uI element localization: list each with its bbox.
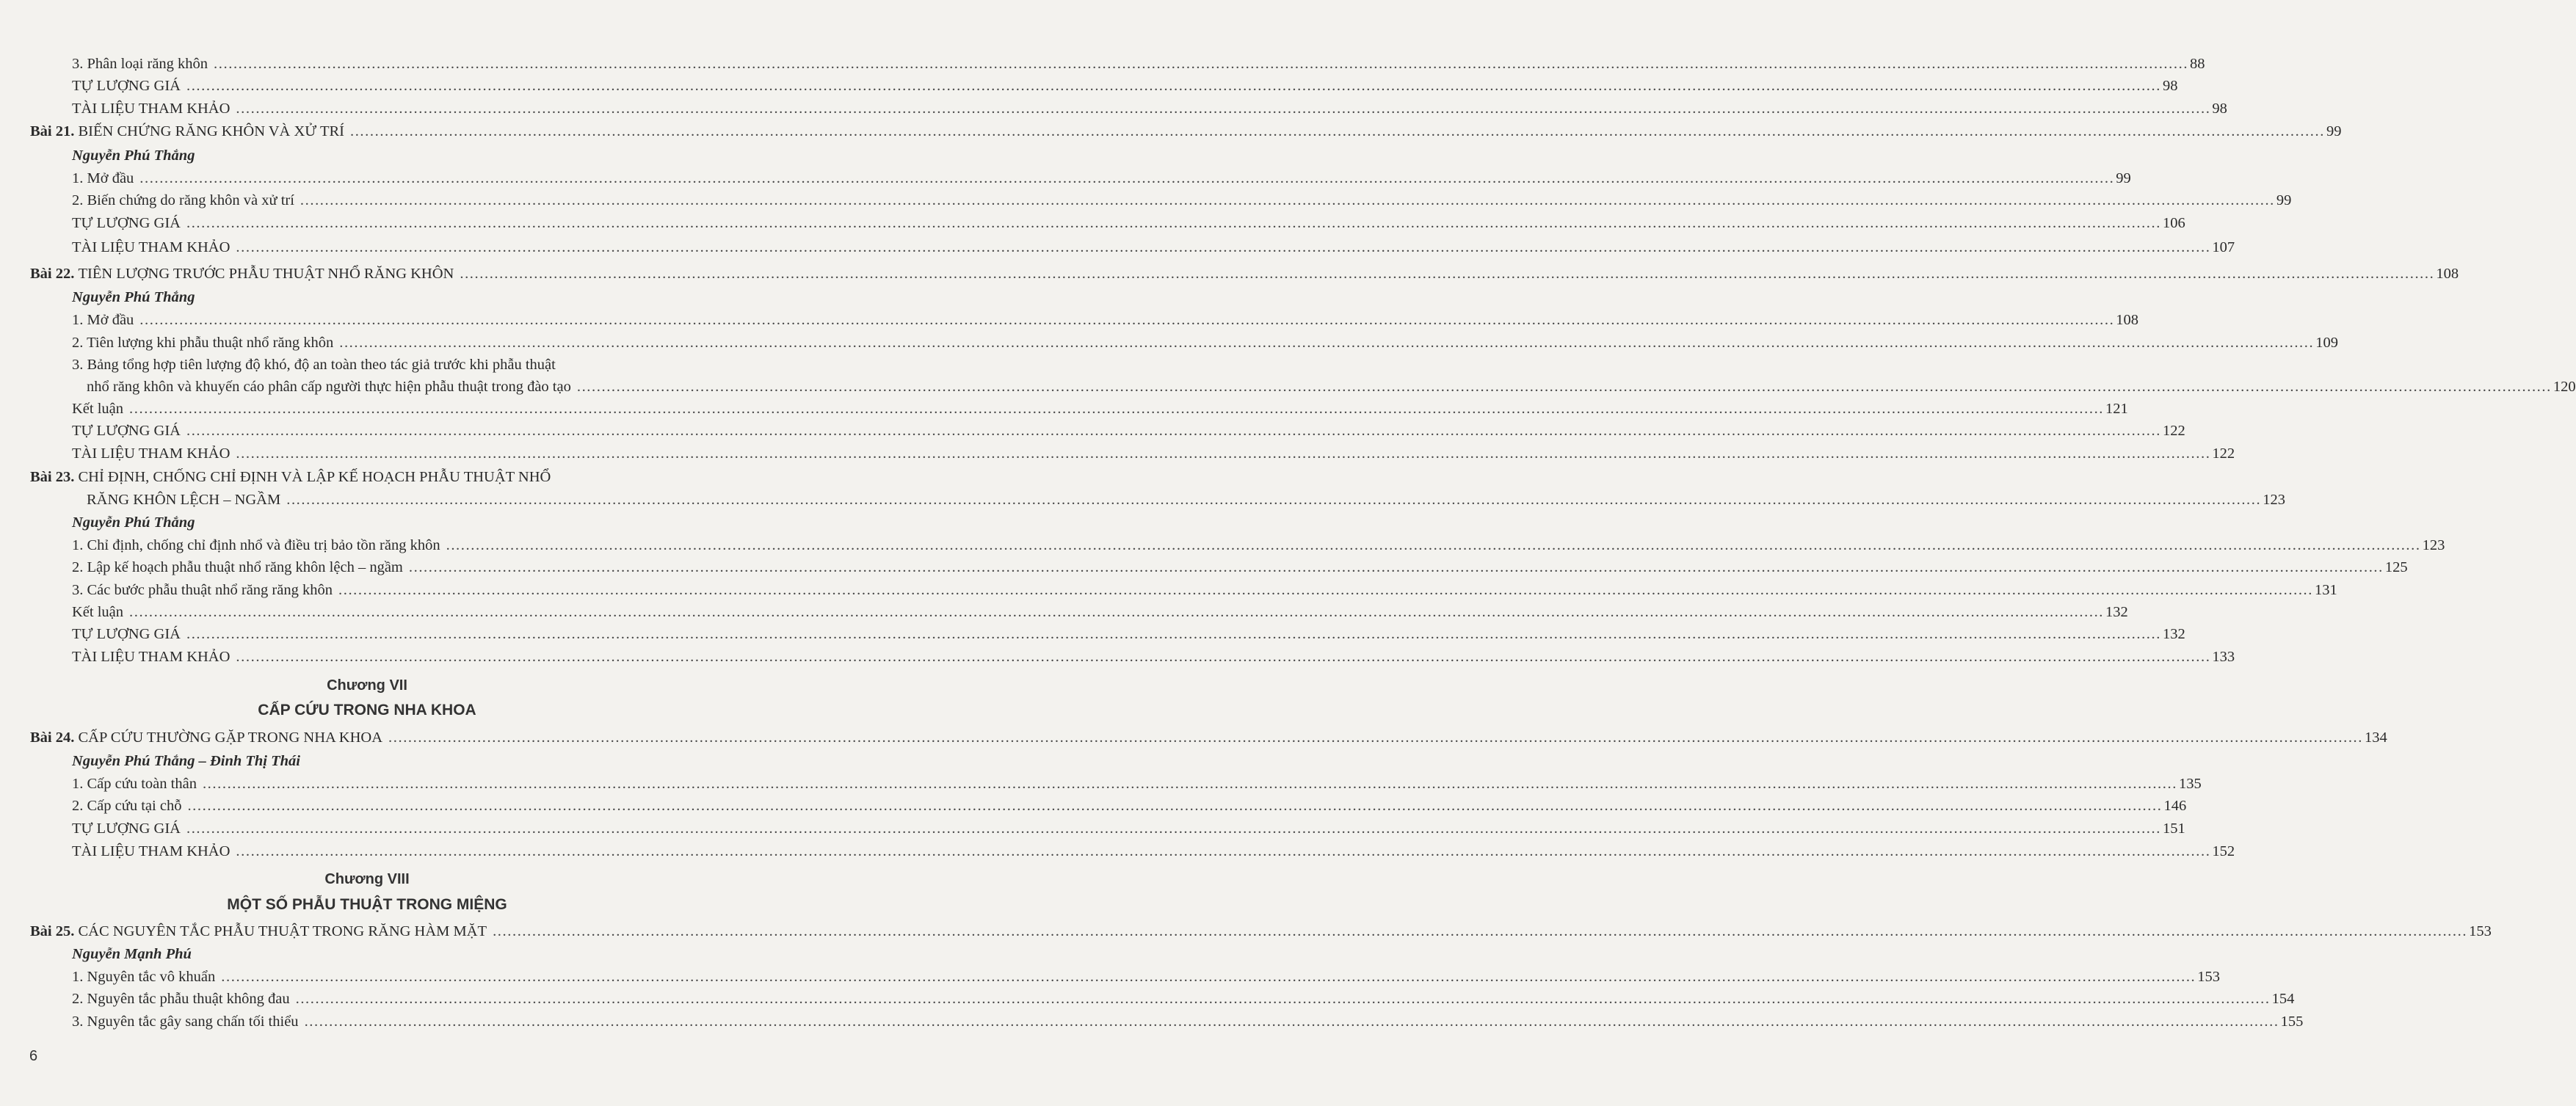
dot-leader: ................................................................................................................................................................................................................................................................................................................................................................................................................ (338, 582, 2313, 598)
entry-title: TỰ LƯỢNG GIÁ (72, 626, 181, 642)
entry-page-number: 121 (2105, 401, 2128, 417)
entry-page-number: 132 (2162, 626, 2185, 642)
dot-leader: ................................................................................................................................................................................................................................................................................................................................................................................................................ (388, 730, 2364, 746)
entry-title: 2. Cấp cứu tại chỗ (72, 798, 182, 814)
entry-page-number: 107 (2212, 239, 2235, 255)
entry-title: 1. Cấp cứu toàn thân (72, 776, 197, 792)
dot-leader: ................................................................................................................................................................................................................................................................................................................................................................................................................ (221, 969, 2196, 985)
entry-title: TIÊN LƯỢNG TRƯỚC PHẪU THUẬT NHỔ RĂNG KHÔN (78, 266, 454, 282)
lesson-entry (30, 727, 2387, 749)
toc-entry (72, 795, 2187, 817)
author-name: Nguyễn Phú Thắng (72, 148, 195, 164)
entry-title: nhổ răng khôn và khuyến cáo phân cấp người thực hiện phẫu thuật trong đào tạo (87, 379, 571, 395)
entry-page-number: 108 (2436, 266, 2459, 282)
entry-page-number: 98 (2212, 101, 2227, 117)
lesson-author (72, 943, 693, 965)
entry-page-number: 108 (2116, 312, 2139, 328)
toc-entry (72, 189, 2292, 211)
dot-leader: ................................................................................................................................................................................................................................................................................................................................................................................................................ (186, 423, 2161, 439)
entry-page-number: 133 (2212, 649, 2235, 665)
dot-leader: ................................................................................................................................................................................................................................................................................................................................................................................................................ (304, 1014, 2279, 1030)
entry-title: 2. Biến chứng do răng khôn và xử trí (72, 192, 294, 208)
dot-leader: ................................................................................................................................................................................................................................................................................................................................................................................................................ (186, 626, 2161, 642)
entry-title: RĂNG KHÔN LỆCH – NGẦM (87, 492, 281, 508)
toc-entry (72, 98, 2227, 120)
toc-entry (72, 818, 2185, 840)
chapter-heading: Chương VII (327, 677, 407, 694)
toc-entry (72, 601, 2128, 623)
dot-leader: ................................................................................................................................................................................................................................................................................................................................................................................................................ (286, 492, 2262, 508)
dot-leader: ................................................................................................................................................................................................................................................................................................................................................................................................................ (187, 798, 2163, 814)
entry-title: 3. Nguyên tắc gây sang chấn tối thiểu (72, 1014, 299, 1030)
toc-entry (72, 579, 2337, 601)
entry-title: BIẾN CHỨNG RĂNG KHÔN VÀ XỬ TRÍ (78, 123, 344, 139)
toc-entry (72, 534, 2445, 556)
entry-title: 1. Nguyên tắc vô khuẩn (72, 969, 216, 985)
toc-entry (72, 773, 2202, 795)
toc-entry-continued (87, 376, 2576, 398)
toc-entry (72, 623, 2185, 645)
entry-page-number: 120 (2553, 379, 2576, 395)
dot-leader: ................................................................................................................................................................................................................................................................................................................................................................................................................ (202, 776, 2177, 792)
entry-page-number: 99 (2276, 192, 2292, 208)
entry-title: 3. Phân loại răng khôn (72, 56, 208, 72)
entry-title: Kết luận (72, 401, 124, 417)
dot-leader: ................................................................................................................................................................................................................................................................................................................................................................................................................ (139, 312, 2115, 328)
entry-page-number: 132 (2105, 604, 2128, 620)
toc-entry (72, 556, 2408, 578)
dot-leader: ................................................................................................................................................................................................................................................................................................................................................................................................................ (460, 266, 2435, 282)
dot-leader: ................................................................................................................................................................................................................................................................................................................................................................................................................ (349, 123, 2325, 139)
entry-title: 2. Nguyên tắc phẫu thuật không đau (72, 991, 290, 1007)
author-name: Nguyễn Mạnh Phú (72, 946, 192, 962)
entry-title: 2. Lập kế hoạch phẫu thuật nhổ răng khôn lệch – ngầm (72, 559, 403, 575)
entry-page-number: 99 (2326, 123, 2342, 139)
entry-title: Kết luận (72, 604, 124, 620)
entry-page-number: 153 (2469, 923, 2492, 939)
entry-page-number: 151 (2162, 821, 2185, 837)
page-number: 6 (29, 1048, 38, 1064)
entry-title: TÀI LIỆU THAM KHẢO (72, 101, 231, 117)
entry-page-number: 155 (2280, 1014, 2304, 1030)
dot-leader: ................................................................................................................................................................................................................................................................................................................................................................................................................ (236, 239, 2211, 255)
toc-entry (72, 212, 2185, 234)
dot-leader: ................................................................................................................................................................................................................................................................................................................................................................................................................ (300, 192, 2275, 208)
entry-title: CÁC NGUYÊN TẮC PHẪU THUẬT TRONG RĂNG HÀM MẶT (78, 923, 487, 939)
lesson-author (72, 286, 693, 308)
lesson-number: Bài 22. (30, 266, 75, 282)
lesson-author (72, 750, 693, 772)
chapter-title: MỘT SỐ PHẪU THUẬT TRONG MIỆNG (227, 896, 507, 913)
entry-title: TÀI LIỆU THAM KHẢO (72, 239, 231, 255)
dot-leader: ................................................................................................................................................................................................................................................................................................................................................................................................................ (186, 821, 2161, 837)
lesson-author (72, 512, 693, 534)
toc-entry (72, 332, 2338, 354)
entry-title: TÀI LIỆU THAM KHẢO (72, 843, 231, 859)
toc-entry (72, 398, 2128, 420)
entry-title: TỰ LƯỢNG GIÁ (72, 423, 181, 439)
chapter-heading: Chương VIII (324, 871, 410, 887)
toc-entry (72, 443, 2235, 465)
lesson-entry (30, 263, 2459, 285)
lesson-number: Bài 24. (30, 730, 75, 746)
dot-leader: ................................................................................................................................................................................................................................................................................................................................................................................................................ (129, 401, 2105, 417)
chapter-title: CẤP CỨU TRONG NHA KHOA (258, 702, 476, 718)
entry-title: TÀI LIỆU THAM KHẢO (72, 445, 231, 462)
lesson-number: Bài 21. (30, 123, 75, 139)
dot-leader: ................................................................................................................................................................................................................................................................................................................................................................................................................ (236, 445, 2211, 462)
dot-leader: ................................................................................................................................................................................................................................................................................................................................................................................................................ (576, 379, 2552, 395)
entry-title: TỰ LƯỢNG GIÁ (72, 78, 181, 94)
toc-entry (72, 236, 2235, 258)
lesson-entry (30, 466, 693, 488)
author-name: Nguyễn Phú Thắng (72, 514, 195, 531)
entry-title: 1. Chỉ định, chống chỉ định nhổ và điều trị bảo tồn răng khôn (72, 537, 440, 553)
toc-entry (72, 354, 693, 376)
toc-entry (72, 309, 2139, 331)
author-name: Nguyễn Phú Thắng (72, 289, 195, 305)
entry-title: CHỈ ĐỊNH, CHỐNG CHỈ ĐỊNH VÀ LẬP KẾ HOẠCH PHẪU THUẬT NHỔ (78, 469, 551, 485)
toc-entry (72, 420, 2185, 442)
entry-page-number: 122 (2212, 445, 2235, 462)
entry-title: 1. Mở đầu (72, 170, 134, 186)
entry-title: 3. Các bước phẫu thuật nhổ răng răng khôn (72, 582, 333, 598)
entry-page-number: 122 (2162, 423, 2185, 439)
toc-entry (72, 966, 2221, 988)
dot-leader: ................................................................................................................................................................................................................................................................................................................................................................................................................ (493, 923, 2468, 939)
entry-title: 2. Tiên lượng khi phẫu thuật nhổ răng khôn (72, 335, 334, 351)
lesson-number: Bài 23. (30, 469, 75, 485)
entry-page-number: 106 (2162, 215, 2185, 231)
entry-title: TỰ LƯỢNG GIÁ (72, 821, 181, 837)
toc-entry (72, 53, 2205, 75)
entry-page-number: 134 (2365, 730, 2387, 746)
dot-leader: ................................................................................................................................................................................................................................................................................................................................................................................................................ (214, 56, 2189, 72)
toc-entry (72, 75, 2178, 97)
toc-entry (72, 1011, 2304, 1033)
dot-leader: ................................................................................................................................................................................................................................................................................................................................................................................................................ (408, 559, 2384, 575)
entry-page-number: 152 (2212, 843, 2235, 859)
lesson-author (72, 145, 693, 167)
entry-title: TỰ LƯỢNG GIÁ (72, 215, 181, 231)
dot-leader: ................................................................................................................................................................................................................................................................................................................................................................................................................ (186, 215, 2161, 231)
entry-page-number: 123 (2263, 492, 2285, 508)
lesson-entry (30, 120, 2342, 142)
entry-page-number: 123 (2422, 537, 2445, 553)
lesson-entry-continued (87, 489, 2285, 511)
dot-leader: ................................................................................................................................................................................................................................................................................................................................................................................................................ (139, 170, 2115, 186)
lesson-number: Bài 25. (30, 923, 75, 939)
dot-leader: ................................................................................................................................................................................................................................................................................................................................................................................................................ (186, 78, 2161, 94)
dot-leader: ................................................................................................................................................................................................................................................................................................................................................................................................................ (236, 101, 2211, 117)
toc-entry (72, 646, 2235, 668)
entry-page-number: 131 (2315, 582, 2337, 598)
entry-title: CẤP CỨU THƯỜNG GẶP TRONG NHA KHOA (78, 730, 383, 746)
entry-page-number: 109 (2315, 335, 2338, 351)
entry-page-number: 99 (2116, 170, 2131, 186)
entry-title: 1. Mở đầu (72, 312, 134, 328)
toc-entry (72, 840, 2235, 862)
toc-entry (72, 988, 2295, 1010)
entry-title: TÀI LIỆU THAM KHẢO (72, 649, 231, 665)
dot-leader: ................................................................................................................................................................................................................................................................................................................................................................................................................ (129, 604, 2105, 620)
dot-leader: ................................................................................................................................................................................................................................................................................................................................................................................................................ (339, 335, 2315, 351)
entry-page-number: 88 (2190, 56, 2205, 72)
entry-page-number: 125 (2384, 559, 2408, 575)
dot-leader: ................................................................................................................................................................................................................................................................................................................................................................................................................ (446, 537, 2421, 553)
dot-leader: ................................................................................................................................................................................................................................................................................................................................................................................................................ (295, 991, 2271, 1007)
toc-entry (72, 167, 2131, 189)
entry-page-number: 153 (2197, 969, 2221, 985)
dot-leader: ................................................................................................................................................................................................................................................................................................................................................................................................................ (236, 843, 2211, 859)
lesson-entry (30, 920, 2492, 942)
entry-page-number: 98 (2162, 78, 2178, 94)
entry-title: 3. Bảng tổng hợp tiên lượng độ khó, độ an toàn theo tác giả trước khi phẫu thuật (72, 357, 556, 373)
author-name: Nguyễn Phú Thắng – Đinh Thị Thái (72, 753, 300, 769)
entry-page-number: 154 (2271, 991, 2295, 1007)
entry-page-number: 135 (2178, 776, 2202, 792)
entry-page-number: 146 (2163, 798, 2187, 814)
dot-leader: ................................................................................................................................................................................................................................................................................................................................................................................................................ (236, 649, 2211, 665)
